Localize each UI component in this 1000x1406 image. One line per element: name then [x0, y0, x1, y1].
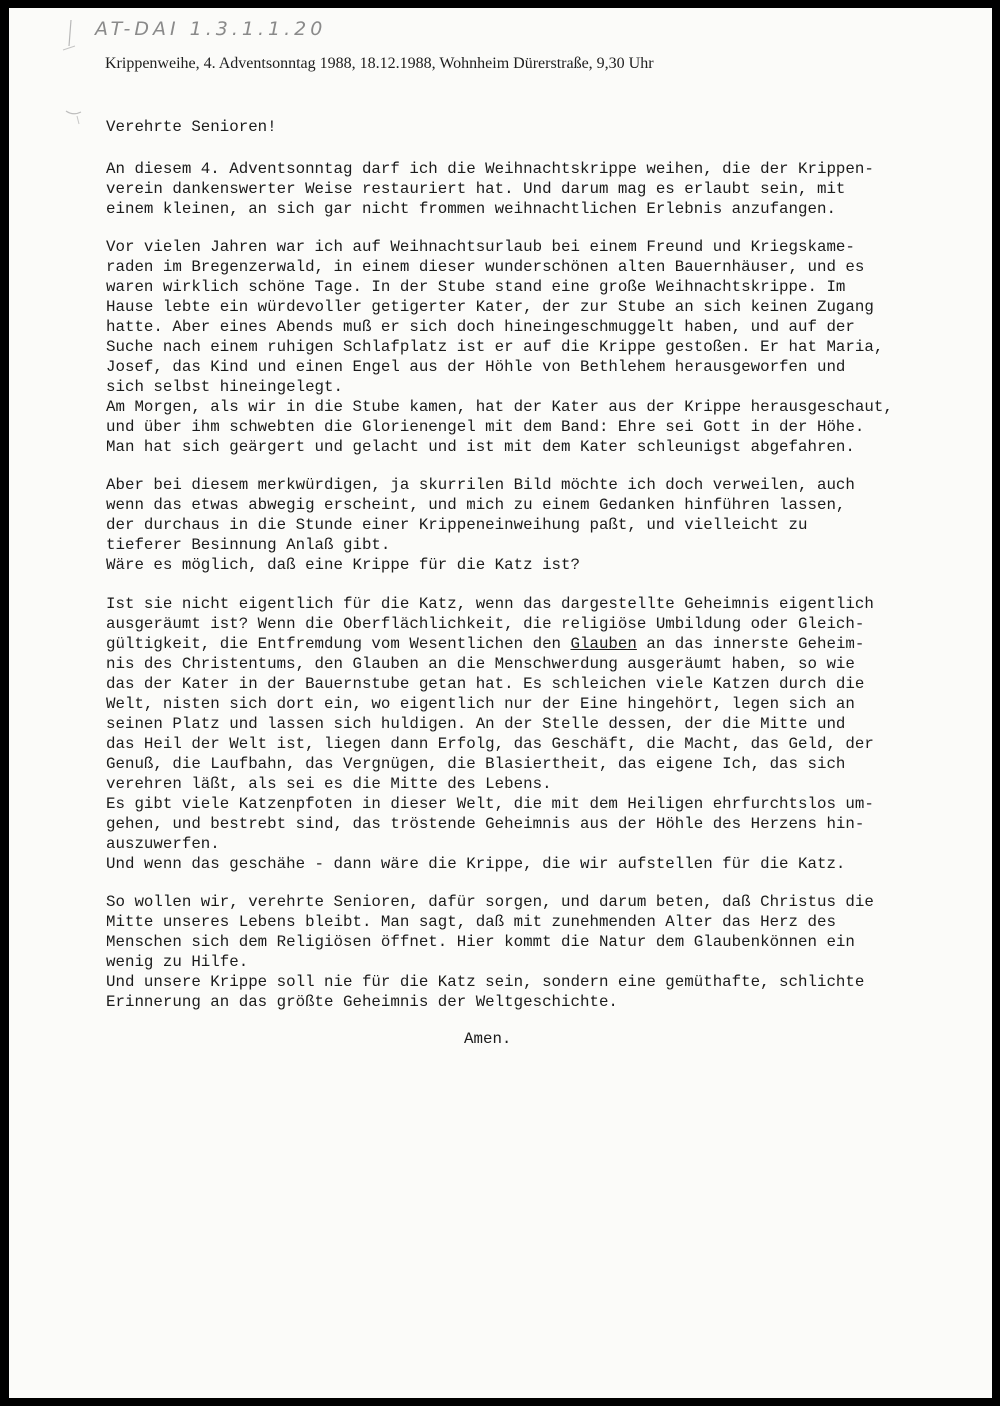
text-line: und über ihm schwebten die Glorienengel mit dem Band: Ehre sei Gott in der Höhe. [106, 418, 865, 436]
text-line: sich selbst hineingelegt. [106, 378, 343, 396]
document-header: Krippenweihe, 4. Adventsonntag 1988, 18.12.1988, Wohnheim Dürerstraße, 9,30 Uhr [105, 55, 654, 72]
text-line: gehen, und bestrebt sind, das tröstende Geheimnis aus der Höhle des Herzens hin- [106, 815, 865, 833]
text-line: Und wenn das geschähe - dann wäre die Krippe, die wir aufstellen für die Katz. [106, 855, 846, 873]
text-line: raden im Bregenzerwald, in einem dieser wunderschönen alten Bauernhäuser, und es [106, 258, 865, 276]
text-line: der durchaus in die Stunde einer Krippeneinweihung paßt, und vielleicht zu [106, 516, 808, 534]
underlined-word: Glauben [570, 635, 637, 653]
archive-reference: AT-DAI 1.3.1.1.20 [95, 18, 327, 40]
text-line: Suche nach einem ruhigen Schlafplatz ist er auf die Krippe gestoßen. Er hat Maria, [106, 338, 884, 356]
text-line: wenig zu Hilfe. [106, 953, 249, 971]
text-line: nis des Christentums, den Glauben an die Menschwerdung ausgeräumt haben, so wie [106, 655, 855, 673]
text-line: Welt, nisten sich dort ein, wo eigentlich nur der Eine hingehört, legen sich an [106, 695, 855, 713]
salutation [106, 117, 277, 137]
text-line: Genuß, die Laufbahn, das Vergnügen, die Blasiertheit, das eigene Ich, das sich [106, 755, 846, 773]
text-line: waren wirklich schöne Tage. In der Stube stand eine große Weihnachtskrippe. Im [106, 278, 846, 296]
text-line: hatte. Aber eines Abends muß er sich doch hineingeschmuggelt haben, und auf der [106, 318, 855, 336]
text-line: das der Kater in der Bauernstube getan hat. Es schleichen viele Katzen durch die [106, 675, 865, 693]
text-line: tieferer Besinnung Anlaß gibt. [106, 536, 391, 554]
text-line: Mitte unseres Lebens bleibt. Man sagt, daß mit zunehmenden Alter das Herz des [106, 913, 836, 931]
text-line: auszuwerfen. [106, 835, 220, 853]
text-line: Josef, das Kind und einen Engel aus der Höhle von Bethlehem herausgeworfen und [106, 358, 846, 376]
text-segment: an das innerste Geheim- [636, 635, 865, 653]
binder-mark-icon [57, 16, 97, 136]
paragraph-4 [106, 594, 874, 874]
text-segment: gültigkeit, die Entfremdung vom Wesentlichen den [106, 635, 571, 653]
text-line: Menschen sich dem Religiösen öffnet. Hier kommt die Natur dem Glaubenkönnen ein [106, 933, 855, 951]
text-line: einem kleinen, an sich gar nicht frommen weihnachtlichen Erlebnis anzufangen. [106, 200, 836, 218]
salutation-text: Verehrte Senioren! [106, 118, 277, 136]
text-line: Vor vielen Jahren war ich auf Weihnachtsurlaub bei einem Freund und Kriegskame- [106, 238, 855, 256]
paragraph-3 [106, 475, 855, 575]
text-line: Aber bei diesem merkwürdigen, ja skurrilen Bild möchte ich doch verweilen, auch [106, 476, 855, 494]
text-line: das Heil der Welt ist, liegen dann Erfolg, das Geschäft, die Macht, das Geld, der [106, 735, 874, 753]
text-line-with-underline [106, 634, 874, 654]
text-line: Hause lebte ein würdevoller getigerter Kater, der zur Stube an sich keinen Zugang [106, 298, 874, 316]
paragraph-5 [106, 892, 874, 1012]
document-page [9, 8, 992, 1398]
text-line: Am Morgen, als wir in die Stube kamen, hat der Kater aus der Krippe herausgeschaut, [106, 398, 893, 416]
text-line: wenn das etwas abwegig erscheint, und mich zu einem Gedanken hinführen lassen, [106, 496, 846, 514]
closing-amen: Amen. [464, 1030, 512, 1048]
text-line: verehren läßt, als sei es die Mitte des Lebens. [106, 775, 552, 793]
text-line: verein dankenswerter Weise restauriert hat. Und darum mag es erlaubt sein, mit [106, 180, 846, 198]
text-line: Und unsere Krippe soll nie für die Katz sein, sondern eine gemüthafte, schlichte [106, 973, 865, 991]
text-line: Erinnerung an das größte Geheimnis der Weltgeschichte. [106, 993, 618, 1011]
paragraph-1 [106, 159, 874, 219]
text-line: Ist sie nicht eigentlich für die Katz, wenn das dargestellte Geheimnis eigentlich [106, 595, 874, 613]
text-line: Wäre es möglich, daß eine Krippe für die Katz ist? [106, 556, 580, 574]
text-line: Es gibt viele Katzenpfoten in dieser Welt, die mit dem Heiligen ehrfurchtslos um- [106, 795, 874, 813]
text-line: ausgeräumt ist? Wenn die Oberflächlichkeit, die religiöse Umbildung oder Gleich- [106, 615, 865, 633]
text-line: seinen Platz und lassen sich huldigen. An der Stelle dessen, der die Mitte und [106, 715, 846, 733]
text-line: So wollen wir, verehrte Senioren, dafür sorgen, und darum beten, daß Christus die [106, 893, 874, 911]
text-line: An diesem 4. Adventsonntag darf ich die Weihnachtskrippe weihen, die der Krippen- [106, 160, 874, 178]
text-line: Man hat sich geärgert und gelacht und ist mit dem Kater schleunigst abgefahren. [106, 438, 855, 456]
paragraph-2 [106, 237, 893, 457]
